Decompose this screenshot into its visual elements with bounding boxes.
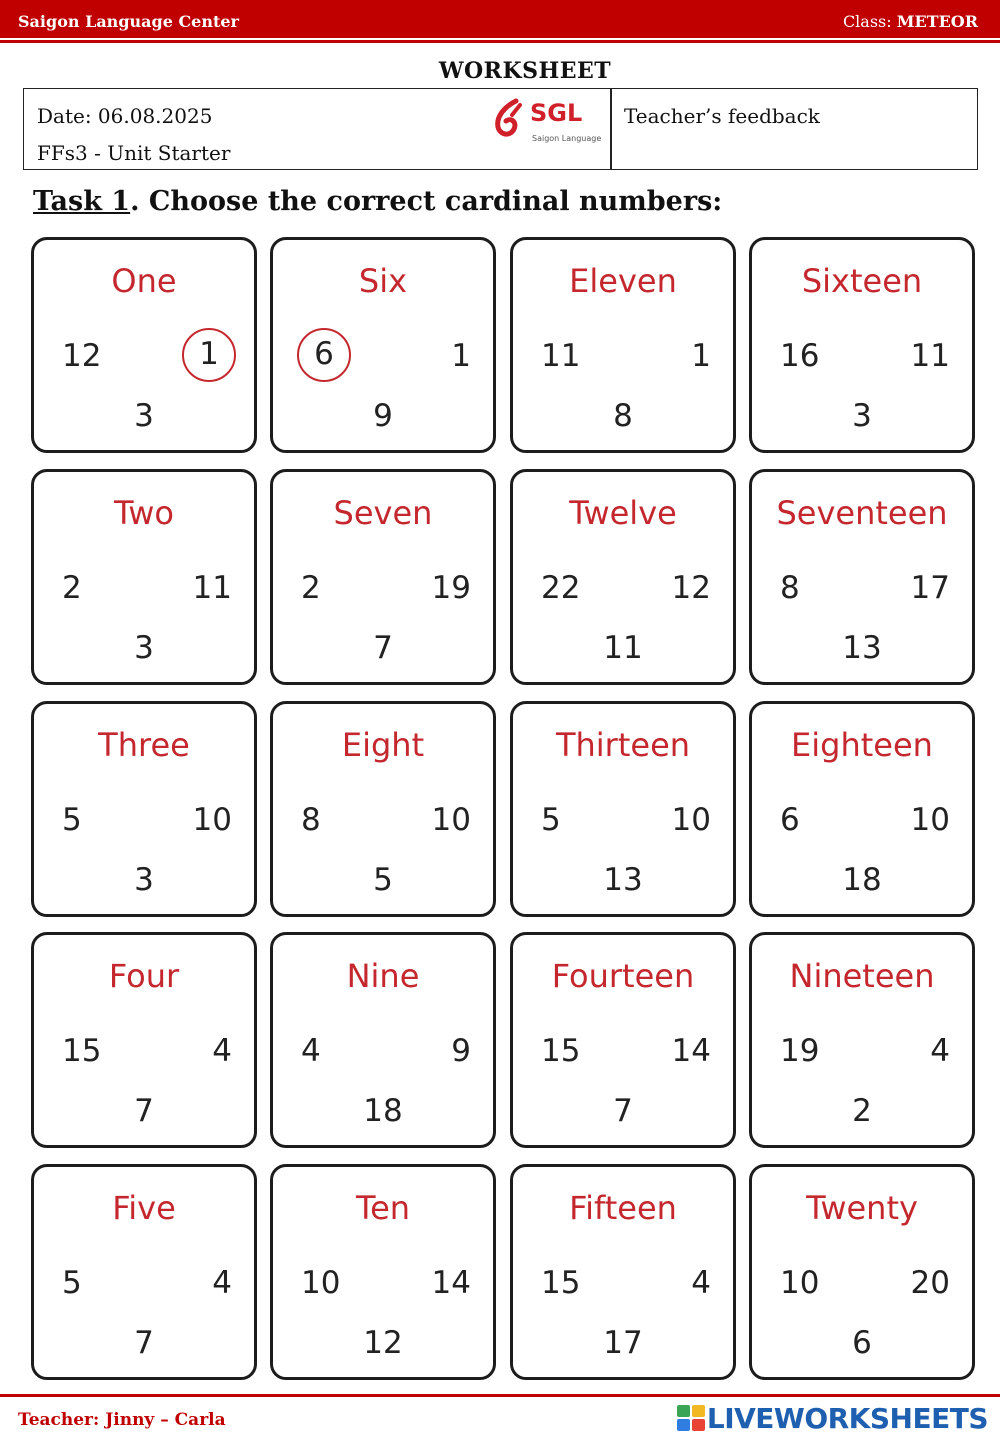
number-option-left[interactable]: 5 [541, 802, 561, 838]
number-option-left[interactable]: 6 [297, 328, 351, 382]
number-option-bottom[interactable]: 2 [852, 1093, 872, 1129]
number-card [31, 701, 257, 917]
number-option-bottom[interactable]: 8 [613, 398, 633, 434]
number-card [31, 1164, 257, 1380]
number-option-left[interactable]: 11 [541, 338, 581, 374]
number-option-right[interactable]: 10 [671, 802, 711, 838]
number-option-bottom[interactable]: 12 [363, 1325, 403, 1361]
number-card [31, 469, 257, 685]
number-option-left[interactable]: 5 [62, 1265, 82, 1301]
center-name: Saigon Language Center [18, 12, 239, 31]
number-word: Two [114, 494, 174, 532]
number-card [510, 701, 736, 917]
number-word: One [111, 262, 177, 300]
number-card [749, 469, 975, 685]
number-option-right[interactable]: 12 [671, 570, 711, 606]
number-option-left[interactable]: 15 [62, 1033, 102, 1069]
number-option-right[interactable]: 10 [192, 802, 232, 838]
number-option-bottom[interactable]: 7 [134, 1093, 154, 1129]
number-option-left[interactable]: 22 [541, 570, 581, 606]
number-option-bottom[interactable]: 9 [373, 398, 393, 434]
number-word: Seventeen [776, 494, 948, 532]
number-card [510, 932, 736, 1148]
number-option-left[interactable]: 5 [62, 802, 82, 838]
number-word: Eleven [569, 262, 677, 300]
task-label: Task 1 [33, 186, 131, 217]
logo-text: SGL [530, 99, 583, 127]
number-word: Six [358, 262, 408, 300]
number-option-bottom[interactable]: 6 [852, 1325, 872, 1361]
number-option-right[interactable]: 1 [451, 338, 471, 374]
number-option-left[interactable]: 8 [301, 802, 321, 838]
number-option-bottom[interactable]: 13 [842, 630, 882, 666]
number-option-bottom[interactable]: 13 [603, 862, 643, 898]
number-word: Four [108, 957, 180, 995]
number-card [270, 932, 496, 1148]
date-text: Date: 06.08.2025 [37, 104, 213, 128]
number-option-right[interactable]: 9 [451, 1033, 471, 1069]
number-option-bottom[interactable]: 18 [842, 862, 882, 898]
number-word: Seven [333, 494, 433, 532]
number-option-right[interactable]: 20 [910, 1265, 950, 1301]
logo-subtext: Saigon Language [532, 134, 602, 143]
number-option-bottom[interactable]: 11 [603, 630, 643, 666]
liveworksheets-brand [677, 1400, 988, 1436]
number-option-right[interactable]: 17 [910, 570, 950, 606]
number-word: Nineteen [789, 957, 935, 995]
number-option-left[interactable]: 10 [780, 1265, 820, 1301]
number-option-left[interactable]: 4 [301, 1033, 321, 1069]
teacher-names: Teacher: Jinny – Carla [18, 1410, 226, 1430]
number-option-right[interactable]: 4 [930, 1033, 950, 1069]
number-word: Eight [341, 726, 425, 764]
number-option-bottom[interactable]: 5 [373, 862, 393, 898]
number-card [270, 1164, 496, 1380]
number-option-right[interactable]: 10 [431, 802, 471, 838]
number-option-right[interactable]: 4 [212, 1033, 232, 1069]
number-option-right[interactable]: 11 [192, 570, 232, 606]
number-card [31, 237, 257, 453]
number-card [510, 1164, 736, 1380]
number-option-bottom[interactable]: 3 [852, 398, 872, 434]
number-card [749, 1164, 975, 1380]
number-word: Five [112, 1189, 176, 1227]
number-word: Eighteen [791, 726, 933, 764]
number-option-right[interactable]: 14 [431, 1265, 471, 1301]
number-option-left[interactable]: 10 [301, 1265, 341, 1301]
class-label: Class: [842, 12, 892, 31]
number-option-right[interactable]: 4 [212, 1265, 232, 1301]
number-option-bottom[interactable]: 3 [134, 862, 154, 898]
number-option-left[interactable]: 19 [780, 1033, 820, 1069]
number-card [31, 932, 257, 1148]
footer-line [0, 1394, 1000, 1397]
number-word: Three [98, 726, 190, 764]
worksheet-title: WORKSHEET [438, 58, 612, 84]
number-option-bottom[interactable]: 3 [134, 398, 154, 434]
number-option-bottom[interactable]: 7 [373, 630, 393, 666]
number-card [749, 237, 975, 453]
number-option-bottom[interactable]: 3 [134, 630, 154, 666]
number-card [270, 469, 496, 685]
number-option-left[interactable]: 15 [541, 1265, 581, 1301]
number-card [510, 469, 736, 685]
unit-text: FFs3 - Unit Starter [37, 141, 231, 165]
number-option-bottom[interactable]: 7 [134, 1325, 154, 1361]
number-word: Twelve [569, 494, 677, 532]
number-option-right[interactable]: 19 [431, 570, 471, 606]
liveworksheets-icon [677, 1405, 705, 1431]
number-card [749, 932, 975, 1148]
number-option-left[interactable]: 6 [780, 802, 800, 838]
liveworksheets-text: LIVEWORKSHEETS [706, 1401, 988, 1435]
number-option-bottom[interactable]: 18 [363, 1093, 403, 1129]
teacher-feedback-label: Teacher’s feedback [624, 104, 820, 128]
number-option-right[interactable]: 10 [910, 802, 950, 838]
number-card [749, 701, 975, 917]
number-word: Fifteen [569, 1189, 677, 1227]
number-word: Fourteen [551, 957, 695, 995]
number-option-left[interactable]: 16 [780, 338, 820, 374]
number-option-left[interactable]: 15 [541, 1033, 581, 1069]
number-word: Thirteen [555, 726, 691, 764]
number-option-right[interactable]: 11 [910, 338, 950, 374]
number-word: Sixteen [801, 262, 923, 300]
number-word: Twenty [806, 1189, 918, 1227]
number-card [510, 237, 736, 453]
number-card [270, 701, 496, 917]
number-option-left[interactable]: 8 [780, 570, 800, 606]
number-option-left[interactable]: 12 [62, 338, 102, 374]
number-option-right[interactable]: 14 [671, 1033, 711, 1069]
number-card [270, 237, 496, 453]
number-option-right[interactable]: 1 [691, 338, 711, 374]
task-text: . Choose the correct cardinal numbers: [130, 186, 723, 217]
number-option-left[interactable]: 2 [301, 570, 321, 606]
class-name: METEOR [896, 12, 978, 31]
number-option-right[interactable]: 4 [691, 1265, 711, 1301]
number-word: Ten [355, 1189, 411, 1227]
number-option-left[interactable]: 2 [62, 570, 82, 606]
number-option-right[interactable]: 1 [182, 328, 236, 382]
number-word: Nine [346, 957, 420, 995]
number-option-bottom[interactable]: 7 [613, 1093, 633, 1129]
number-option-bottom[interactable]: 17 [603, 1325, 643, 1361]
